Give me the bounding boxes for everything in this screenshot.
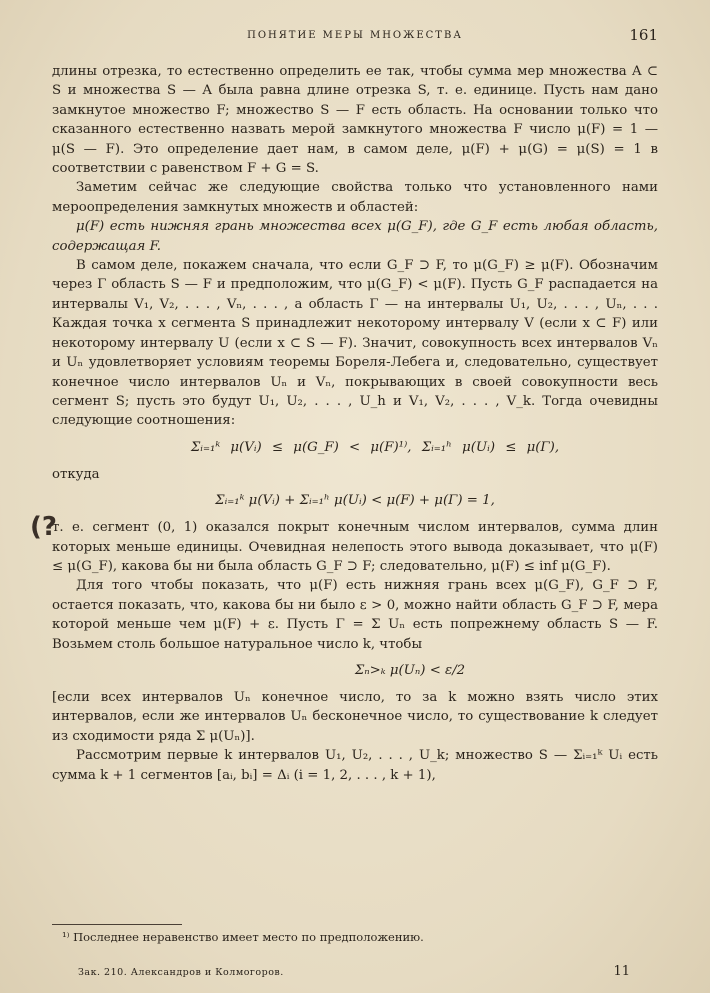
page-body — [30, 62, 658, 785]
footnote: ¹⁾ Последнее неравенство имеет место по предположению. — [62, 930, 424, 944]
page-header — [52, 26, 658, 46]
statement-italic: μ(F) есть нижняя грань множества всех μ(G_F), где G_F есть любая область, содержащая F. — [52, 219, 658, 254]
paragraph-1: длины отрезка, то естественно определить ее так, чтобы сумма мер множества A ⊂ S и множества S — A была равна длине отрезка S, т. е. единице. Пусть нам дано замкнутое множество F; множество S — F есть область. На основании только что сказанного естественно назвать мерой замкнутого множества F число μ(F) = 1 — μ(S — F). Это определение дает нам, в самом деле, μ(F) + μ(G) = μ(S) = 1 в соответствии с равенством F + G = S. — [52, 64, 658, 177]
paragraph-bracket: [если всех интервалов Uₙ конечное число, то за k можно взять число этих интервалов, если же интервалов Uₙ бесконечное число, то существование k следует из сходимости ряда Σ μ(Uₙ)]. — [52, 689, 658, 744]
paragraph-lower-bound: Для того чтобы показать, что μ(F) есть нижняя грань всех μ(G_F), G_F ⊃ F, остается показать, что, какова бы ни было ε > 0, можно найти область G_F ⊃ F, мера которой меньше чем μ(F) + ε. Пусть Γ = Σ Uₙ есть попрежнему область S — F. Возьмем столь большое натуральное число k, чтобы — [52, 578, 658, 652]
margin-question-mark: (? — [30, 512, 57, 543]
page-number: 161 — [629, 26, 658, 44]
printer-signature: Зак. 210. Александров и Колмогоров. — [78, 967, 284, 978]
word-otkuda: откуда — [52, 466, 100, 482]
formula-inequalities: Σᵢ₌₁ᵏ μ(Vᵢ) ≤ μ(G_F) < μ(F)¹⁾, Σᵢ₌₁ʰ μ(Uᵢ) ≤ μ(Γ), — [190, 439, 560, 455]
running-title: ПОНЯТИЕ МЕРЫ МНОЖЕСТВА — [247, 30, 463, 41]
page-footer — [78, 964, 630, 982]
annotated-paragraph — [30, 512, 658, 576]
paragraph-2: Заметим сейчас же следующие свойства только что установленного нами мероопределения замкнутых множеств и областей: — [52, 180, 658, 215]
sheet-number: 11 — [613, 964, 630, 979]
footnote-divider — [52, 924, 182, 925]
formula-epsilon: Σₙ>ₖ μ(Uₙ) < ε/2 — [354, 662, 466, 678]
formula-sum: Σᵢ₌₁ᵏ μ(Vᵢ) + Σᵢ₌₁ʰ μ(Uᵢ) < μ(F) + μ(Γ) = 1, — [215, 493, 495, 509]
paragraph-contradiction: т. е. сегмент (0, 1) оказался покрыт конечным числом интервалов, сумма длин которых меньше единицы. Очевидная нелепость этого вывода доказывает, что μ(F) ≤ μ(G_F), какова бы ни была область G_F ⊃ F; следовательно, μ(F) ≤ inf μ(G_F). — [52, 520, 658, 574]
paragraph-segments: Рассмотрим первые k интервалов U₁, U₂, . . . , U_k; множество S — Σᵢ₌₁ᵏ Uᵢ есть сумма k + 1 сегментов [aᵢ, bᵢ] = Δᵢ (i = 1, 2, . . . , k + 1), — [52, 748, 658, 783]
paragraph-proof: В самом деле, покажем сначала, что если G_F ⊃ F, то μ(G_F) ≥ μ(F). Обозначим через Γ область S — F и предположим, что μ(G_F) < μ(F). Пусть G_F распадается на интервалы V₁, V₂, . . . , Vₙ, . . . , а область Γ — на интервалы U₁, U₂, . . . , Uₙ, . . . Каждая точка x сегмента S принадлежит некоторому интервалу V (если x ⊂ F) или некоторому интервалу U (если x ⊂ S — F). Значит, совокупность всех интервалов Vₙ и Uₙ удовлетворяет условиям теоремы Бореля-Лебега и, следовательно, существует конечное число интервалов Uₙ и Vₙ, покрывающих в своей совокупности весь сегмент S; пусть это будут U₁, U₂, . . . , U_h и V₁, V₂, . . . , V_k. Тогда очевидны следующие соотношения: — [52, 258, 658, 429]
